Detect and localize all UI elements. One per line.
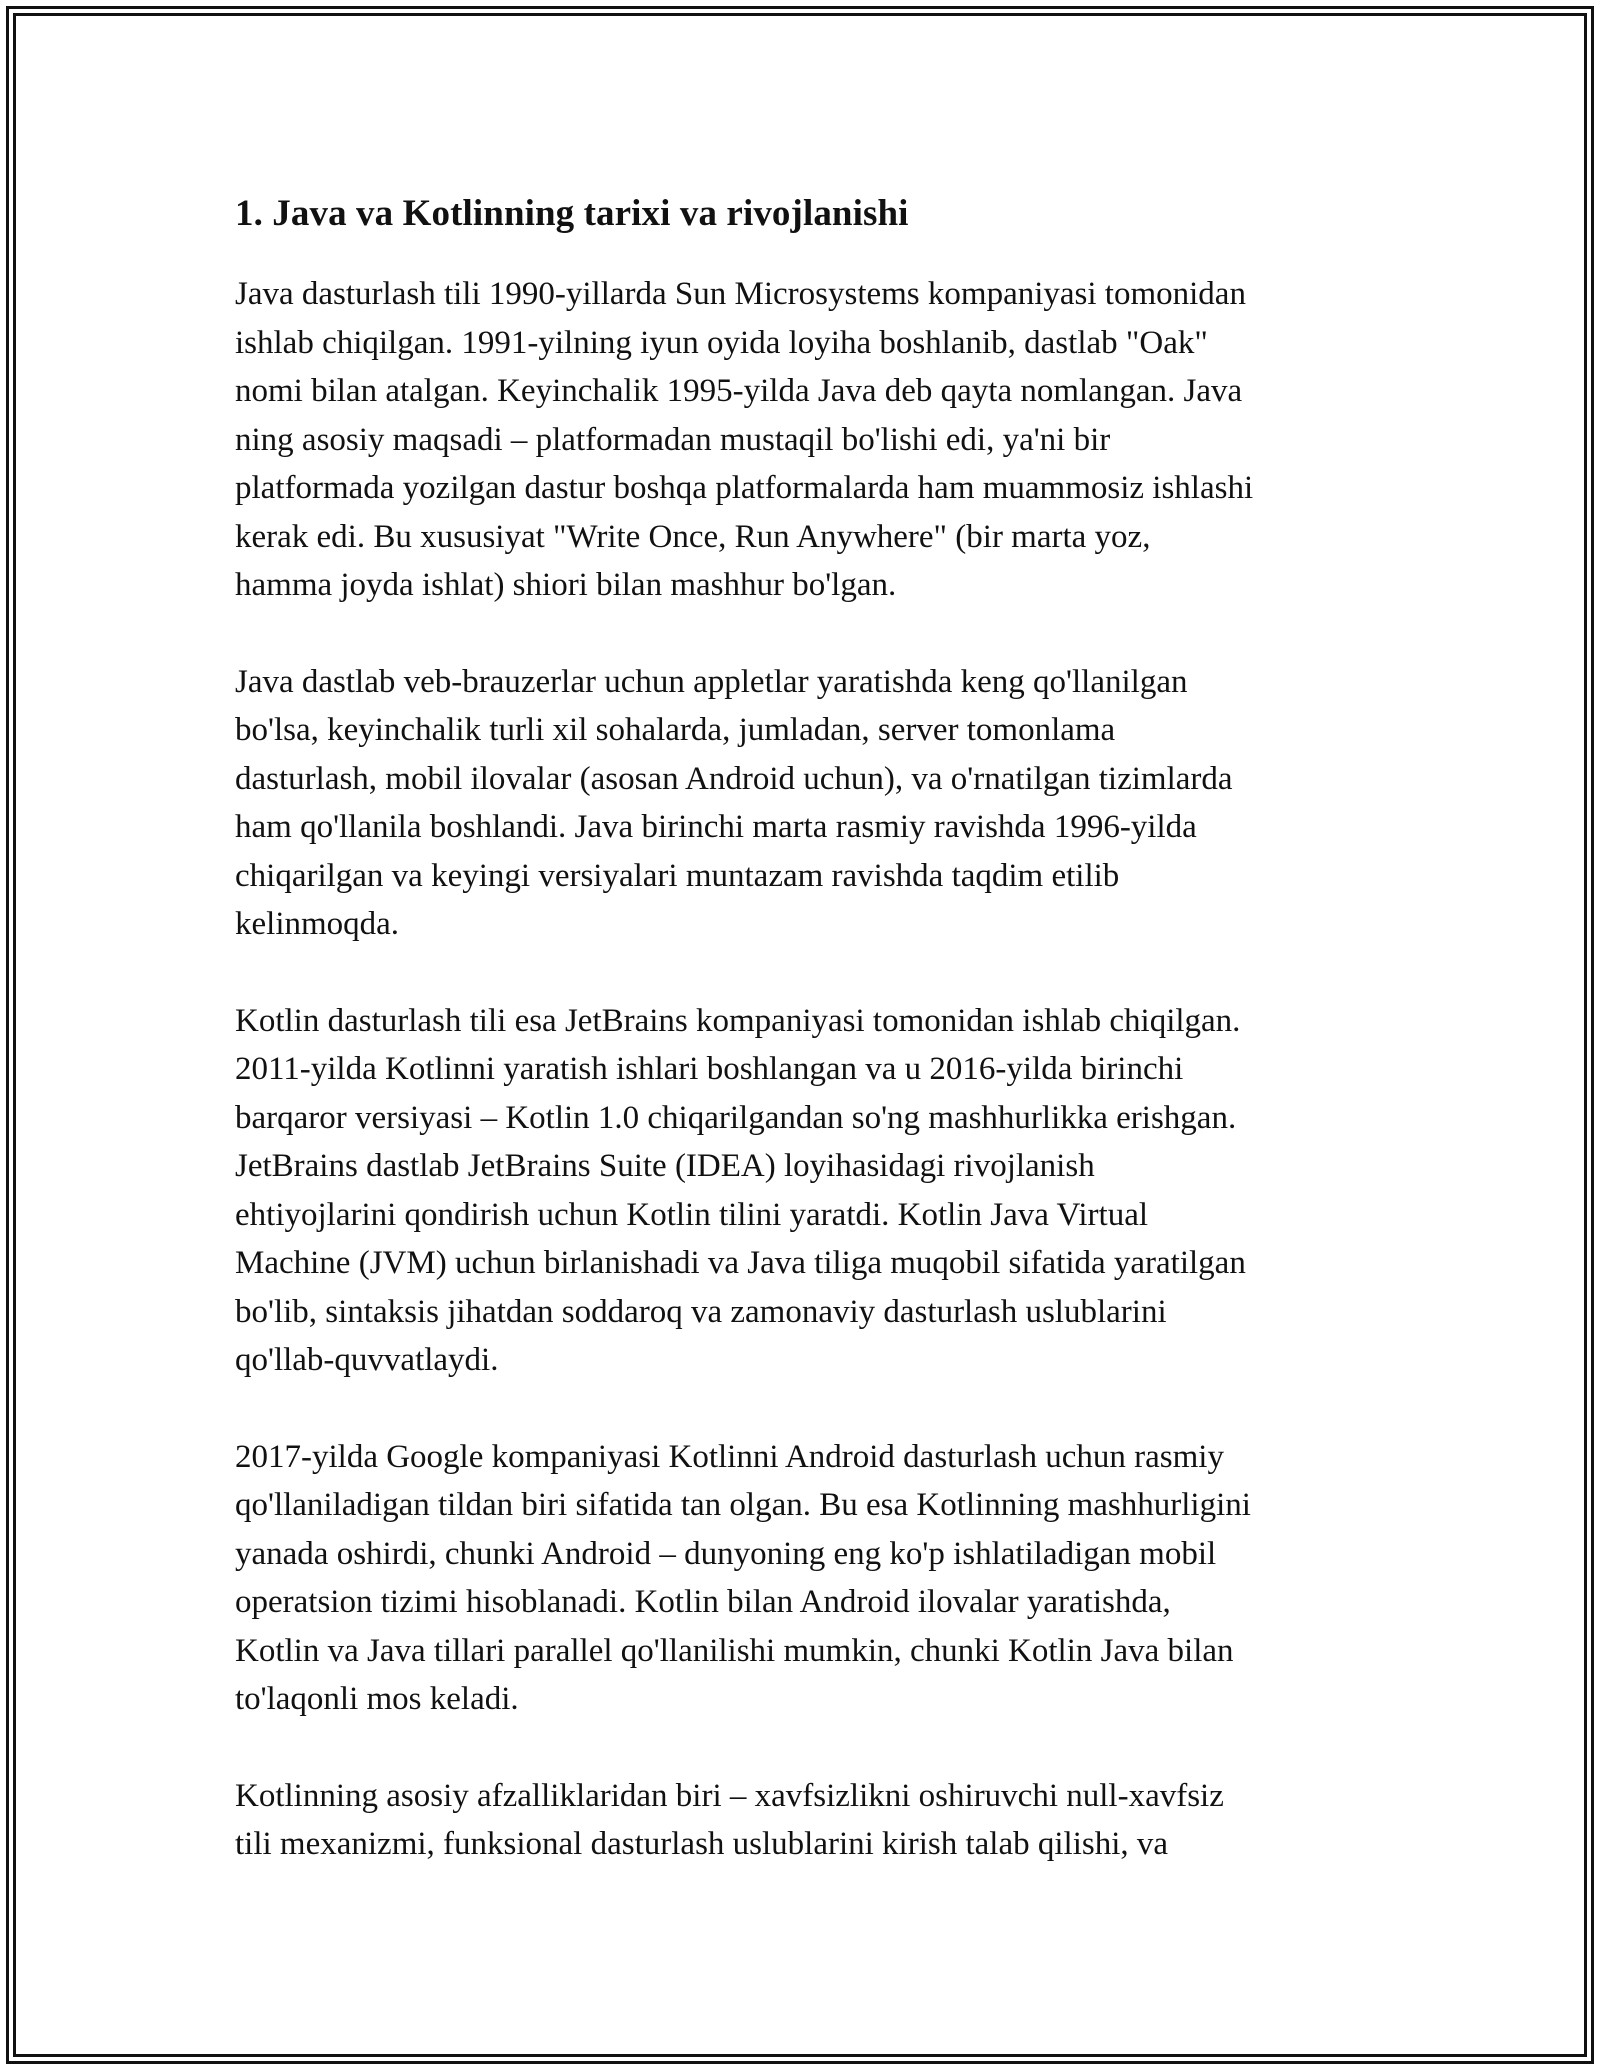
paragraph-line: ham qo'llanila boshlandi. Java birinchi marta rasmiy ravishda 1996-yilda: [235, 809, 1197, 845]
paragraph-line: ehtiyojlarini qondirish uchun Kotlin tilini yaratdi. Kotlin Java Virtual: [235, 1196, 1149, 1233]
paragraph: [235, 1433, 1375, 1724]
paragraph-line: Kotlin va Java tillari parallel qo'llanilishi mumkin, chunki Kotlin Java bilan: [235, 1632, 1234, 1669]
paragraph-line: kelinmoqda.: [235, 906, 400, 942]
paragraph: [235, 658, 1375, 949]
paragraph-line: hamma joyda ishlat) shiori bilan mashhur bo'lgan.: [235, 567, 897, 603]
paragraph-line: qo'llaniladigan tildan biri sifatida tan olgan. Bu esa Kotlinning mashhurligini: [235, 1487, 1251, 1523]
paragraph: [235, 1772, 1375, 1869]
paragraph-line: Kotlinning asosiy afzalliklaridan biri – xavfsizlikni oshiruvchi null-xavfsiz: [235, 1777, 1224, 1814]
paragraph-line: chiqarilgan va keyingi versiyalari muntazam ravishda taqdim etilib: [235, 857, 1120, 894]
paragraph-line: Machine (JVM) uchun birlanishadi va Java tiliga muqobil sifatida yaratilgan: [235, 1245, 1246, 1281]
paragraph-line: dasturlash, mobil ilovalar (asosan Android uchun), va o'rnatilgan tizimlarda: [235, 760, 1233, 797]
paragraph-line: barqaror versiyasi – Kotlin 1.0 chiqarilgandan so'ng mashhurlikka erishgan.: [235, 1099, 1237, 1136]
paragraph-list: [235, 270, 1375, 1869]
paragraph-line: Java dastlab veb-brauzerlar uchun appletlar yaratishda keng qo'llanilgan: [235, 663, 1188, 700]
document-body: [235, 188, 1375, 1917]
paragraph-line: operatsion tizimi hisoblanadi. Kotlin bilan Android ilovalar yaratishda,: [235, 1584, 1171, 1620]
paragraph-line: Kotlin dasturlash tili esa JetBrains kompaniyasi tomonidan ishlab chiqilgan.: [235, 1002, 1241, 1039]
paragraph-line: Java dasturlash tili 1990-yillarda Sun Microsystems kompaniyasi tomonidan: [235, 276, 1246, 312]
paragraph-line: ishlab chiqilgan. 1991-yilning iyun oyida loyiha boshlanib, dastlab "Oak": [235, 324, 1208, 361]
paragraph-line: to'laqonli mos keladi.: [235, 1681, 519, 1717]
paragraph-line: nomi bilan atalgan. Keyinchalik 1995-yilda Java deb qayta nomlangan. Java: [235, 373, 1243, 409]
paragraph-line: platformada yozilgan dastur boshqa platformalarda ham muammosiz ishlashi: [235, 470, 1254, 506]
paragraph-line: JetBrains dastlab JetBrains Suite (IDEA) loyihasidagi rivojlanish: [235, 1148, 1095, 1184]
paragraph-line: 2011-yilda Kotlinni yaratish ishlari boshlangan va u 2016-yilda birinchi: [235, 1051, 1184, 1087]
paragraph-line: qo'llab-quvvatlaydi.: [235, 1342, 499, 1378]
paragraph-line: yanada oshirdi, chunki Android – dunyoning eng ko'p ishlatiladigan mobil: [235, 1535, 1217, 1572]
paragraph-line: ning asosiy maqsadi – platformadan mustaqil bo'lishi edi, ya'ni bir: [235, 421, 1111, 458]
paragraph-line: kerak edi. Bu xususiyat "Write Once, Run Anywhere" (bir marta yoz,: [235, 518, 1151, 555]
paragraph-line: bo'lsa, keyinchalik turli xil sohalarda, jumladan, server tomonlama: [235, 712, 1116, 748]
paragraph-line: 2017-yilda Google kompaniyasi Kotlinni Android dasturlash uchun rasmiy: [235, 1438, 1224, 1475]
paragraph-line: bo'lib, sintaksis jihatdan soddaroq va zamonaviy dasturlash uslublarini: [235, 1293, 1167, 1330]
section-heading: 1. Java va Kotlinning tarixi va rivojlanishi: [235, 193, 909, 234]
paragraph: [235, 997, 1375, 1385]
paragraph-line: tili mexanizmi, funksional dasturlash uslublarini kirish talab qilishi, va: [235, 1826, 1169, 1862]
paragraph: [235, 270, 1375, 610]
